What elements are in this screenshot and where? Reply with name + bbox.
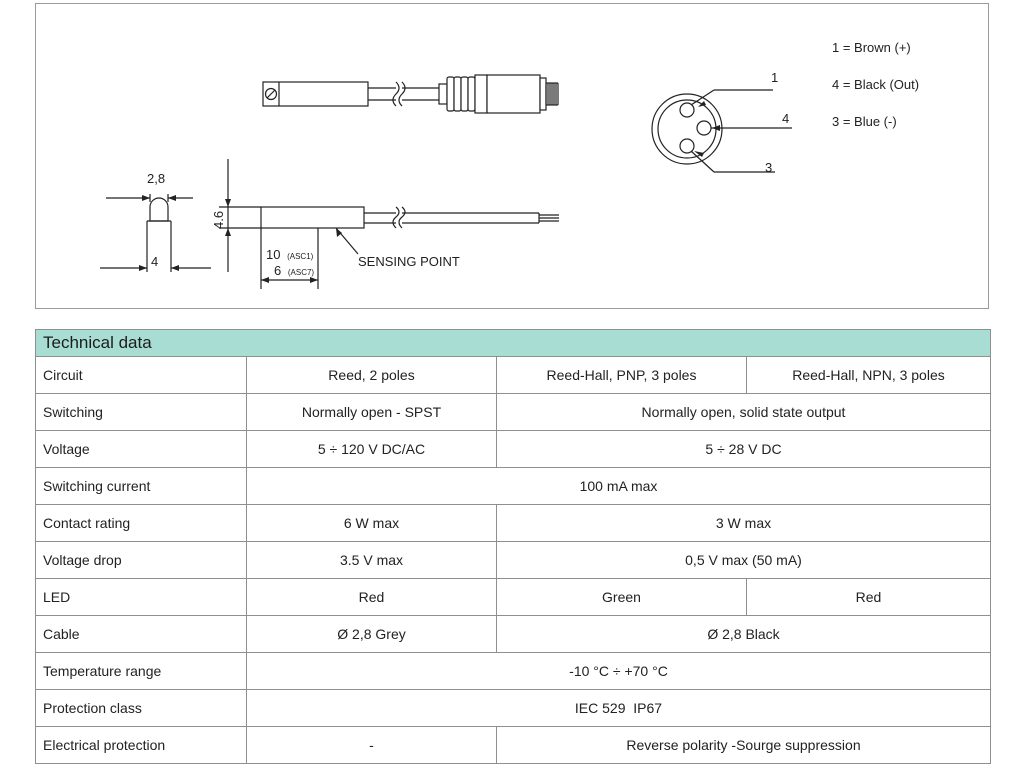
table-row-voltage: [36, 431, 991, 468]
sensor-top-view: [263, 75, 558, 113]
cell-reed: 5 ÷ 120 V DC/AC: [247, 431, 497, 468]
technical-data-table: [35, 329, 991, 764]
row-label: Protection class: [36, 690, 247, 727]
pin-callout-1: 1: [771, 70, 779, 85]
sensor-side-view: [219, 159, 559, 289]
cell-pnp: Green: [497, 579, 747, 616]
row-label: LED: [36, 579, 247, 616]
height-dimension: 4.6: [211, 210, 226, 229]
cell-reed: Reed, 2 poles: [247, 357, 497, 394]
row-label: Switching current: [36, 468, 247, 505]
sensing-distance-asc1: 10: [266, 247, 281, 262]
row-label: Temperature range: [36, 653, 247, 690]
table-title: Technical data: [36, 330, 991, 357]
row-label: Voltage: [36, 431, 247, 468]
width-dimension: 2,8: [147, 171, 166, 186]
technical-drawing: [35, 3, 989, 309]
svg-text:6 (ASC7): [274, 263, 314, 278]
row-label: Cable: [36, 616, 247, 653]
model-asc1: (ASC1): [287, 252, 314, 261]
row-label: Electrical protection: [36, 727, 247, 764]
table-row-electrical-protection: [36, 727, 991, 764]
row-label: Contact rating: [36, 505, 247, 542]
table-row-temperature: [36, 653, 991, 690]
cell-reed: Red: [247, 579, 497, 616]
cell-hall: 3 W max: [497, 505, 991, 542]
cell-reed: Ø 2,8 Grey: [247, 616, 497, 653]
cell-npn: Red: [747, 579, 991, 616]
row-label: Switching: [36, 394, 247, 431]
cell-all: -10 °C ÷ +70 °C: [247, 653, 991, 690]
cell-reed: Normally open - SPST: [247, 394, 497, 431]
row-label: Circuit: [36, 357, 247, 394]
pin-callout-3: 3: [765, 160, 773, 175]
cell-reed: -: [247, 727, 497, 764]
table-row-voltage-drop: [36, 542, 991, 579]
cell-hall: Normally open, solid state output: [497, 394, 991, 431]
table-row-switching: [36, 394, 991, 431]
cell-pnp: Reed-Hall, PNP, 3 poles: [497, 357, 747, 394]
table-header-row: [36, 330, 991, 357]
cell-reed: 6 W max: [247, 505, 497, 542]
table-row-contact-rating: [36, 505, 991, 542]
model-asc7: (ASC7): [287, 268, 315, 277]
cell-npn: Reed-Hall, NPN, 3 poles: [747, 357, 991, 394]
cell-reed: 3.5 V max: [247, 542, 497, 579]
table-row-circuit: [36, 357, 991, 394]
svg-text:10 (ASC1): [266, 247, 314, 262]
cell-hall: 5 ÷ 28 V DC: [497, 431, 991, 468]
cell-hall: 0,5 V max (50 mA): [497, 542, 991, 579]
table-row-protection-class: [36, 690, 991, 727]
pin-legend-black: 4 = Black (Out): [832, 77, 920, 92]
sensing-distance-asc7: 6: [274, 263, 282, 278]
cell-hall: Ø 2,8 Black: [497, 616, 991, 653]
table-row-cable: [36, 616, 991, 653]
cell-hall: Reverse polarity -Sourge suppression: [497, 727, 991, 764]
base-dimension: 4: [151, 254, 159, 269]
row-label: Voltage drop: [36, 542, 247, 579]
pin-legend-blue: 3 = Blue (-): [832, 114, 897, 129]
table-row-led: [36, 579, 991, 616]
cell-all: 100 mA max: [247, 468, 991, 505]
pin-callout-4: 4: [782, 111, 790, 126]
cell-all: IEC 529 IP67: [247, 690, 991, 727]
sensing-point-label: SENSING POINT: [358, 254, 460, 269]
table-row-switching-current: [36, 468, 991, 505]
pin-legend-brown: 1 = Brown (+): [832, 40, 911, 55]
